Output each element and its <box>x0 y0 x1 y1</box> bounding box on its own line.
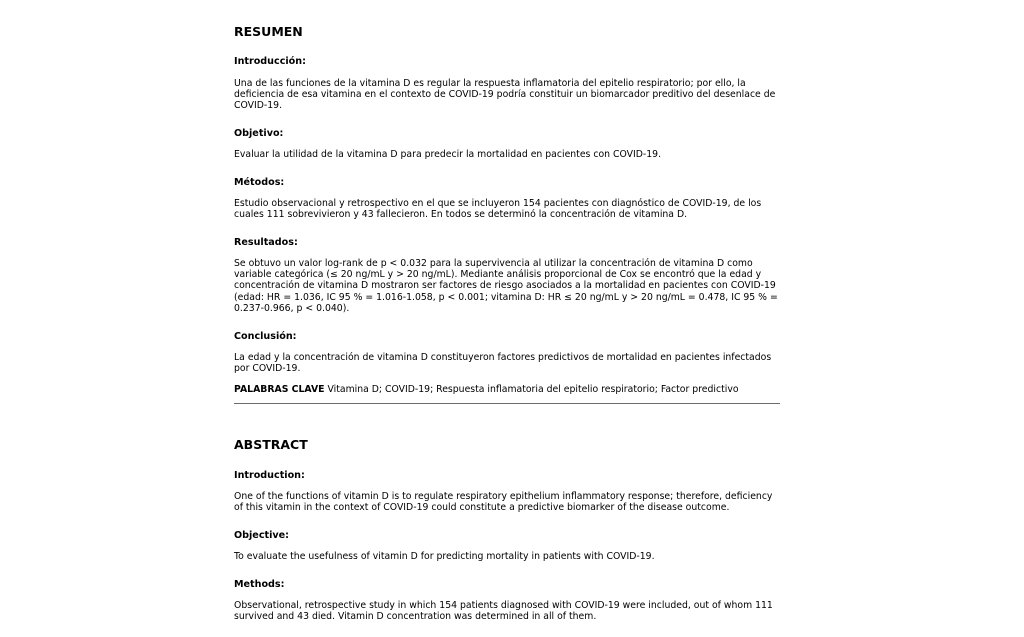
resumen-conclusion-text: La edad y la concentración de vitamina D constituyeron factores predictivos de mortalidad en pacientes infectados por COVID-19. <box>234 352 772 375</box>
resumen-title: RESUMEN <box>234 24 303 39</box>
abstract-title: ABSTRACT <box>234 437 308 452</box>
resumen-resultados-text: Se obtuvo un valor log-rank de p < 0.032 para la supervivencia al utilizar la concentración de vitamina D como variable categórica (≤ 20 ng/mL y > 20 ng/mL). Mediante análisis proporcional de Cox se encontró que la edad y concentración de vitamina D mostraron ser factores de riesgo asociados a la mortalidad en pacientes con COVID-19 (edad: HR = 1.036, IC 95 % = 1.016-1.058, p < 0.001; vitamina D: HR ≤ 20 ng/mL y > 20 ng/mL = 0.478, IC 95 % = 0.237-0.966, p < 0.040). <box>234 258 778 314</box>
resumen-intro-text: Una de las funciones de la vitamina D es regular la respuesta inflamatoria del epitelio respiratorio; por ello, la deficiencia de esa vitamina en el contexto de COVID-19 podría constituir un biomarcador preditivo del desenlace de COVID-19. <box>234 78 776 112</box>
resumen-keywords <box>234 384 780 395</box>
abstract-objective-text: To evaluate the usefulness of vitamin D for predicting mortality in patients with COVID-19. <box>234 551 655 562</box>
resumen-objetivo-text: Evaluar la utilidad de la vitamina D para predecir la mortalidad en pacientes con COVID-19. <box>234 149 662 160</box>
resumen-intro-heading: Introducción: <box>234 56 306 67</box>
section-divider <box>234 403 780 404</box>
resumen-metodos-text: Estudio observacional y retrospectivo en el que se incluyeron 154 pacientes con diagnóstico de COVID-19, de los cuales 111 sobrevivieron y 43 fallecieron. En todos se determinó la concentración de vitamina D. <box>234 198 762 221</box>
keywords-label: PALABRAS CLAVE <box>234 384 325 395</box>
resumen-resultados-heading: Resultados: <box>234 237 298 248</box>
resumen-metodos-heading: Métodos: <box>234 177 285 188</box>
abstract-methods-text: Observational, retrospective study in which 154 patients diagnosed with COVID-19 were included, out of whom 111 survived and 43 died. Vitamin D concentration was determined in all of them. <box>234 600 773 623</box>
resumen-objetivo-heading: Objetivo: <box>234 128 284 139</box>
abstract-methods-heading: Methods: <box>234 579 285 590</box>
abstract-intro-text: One of the functions of vitamin D is to regulate respiratory epithelium inflammatory response; therefore, deficiency of this vitamin in the context of COVID-19 could constitute a predictive biomarker of the disease outcome. <box>234 491 773 514</box>
abstract-objective-heading: Objective: <box>234 530 289 541</box>
abstract-intro-heading: Introduction: <box>234 470 305 481</box>
resumen-conclusion-heading: Conclusión: <box>234 331 297 342</box>
keywords-list: Vitamina D; COVID-19; Respuesta inflamatoria del epitelio respiratorio; Factor predictivo <box>327 384 739 395</box>
